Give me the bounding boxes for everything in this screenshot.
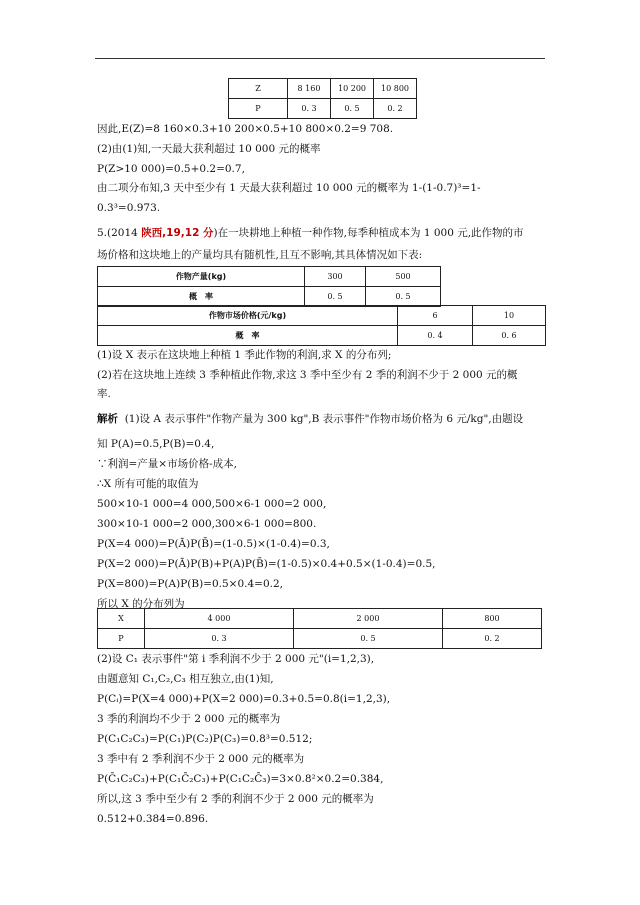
table-cell: 0. 2 (374, 99, 417, 119)
table-cell: P (229, 99, 288, 119)
table-cell: 4 000 (145, 609, 294, 629)
solution-text: (1)设 A 表示事件"作物产量为 300 kg",B 表示事件"作物市场价格为 6 元/kg",由题设 (124, 413, 524, 425)
text-line: ∴X 所有可能的取值为 (97, 478, 199, 490)
text-line: P(C₁C₂C₃)=P(C₁)P(C₂)P(C₃)=0.8³=0.512; (97, 733, 313, 745)
question-1: (1)设 X 表示在这块地上种植 1 季此作物的利润,求 X 的分布列; (97, 349, 392, 361)
yield-table (97, 266, 441, 307)
table-cell: 0. 5 (366, 287, 441, 307)
table-cell: 6 (398, 306, 473, 326)
table-cell: 300 (305, 267, 366, 287)
table-cell: 0. 6 (473, 326, 546, 346)
text-line: 500×10-1 000=4 000,500×6-1 000=2 000, (97, 498, 327, 510)
text-line: P(Cᵢ)=P(X=4 000)+P(X=2 000)=0.3+0.5=0.8(i=1,2,3), (97, 693, 391, 705)
table-cell: 0. 3 (288, 99, 331, 119)
table-cell: 0. 5 (294, 629, 443, 649)
x-distribution-table (97, 608, 542, 649)
text-line: 所以 X 的分布列为 (97, 598, 185, 610)
problem-prefix: 5.(2014 (97, 227, 142, 239)
table-cell: Z (229, 79, 288, 99)
table-cell: 概 率 (98, 326, 398, 346)
question-2-cont: 率. (97, 388, 111, 400)
table-cell: 10 800 (374, 79, 417, 99)
table-cell: 0. 5 (305, 287, 366, 307)
text-line: 知 P(A)=0.5,P(B)=0.4, (97, 438, 215, 450)
text-line: 因此,E(Z)=8 160×0.3+10 200×0.5+10 800×0.2=9 708. (97, 123, 394, 135)
table-cell: P (98, 629, 145, 649)
problem-5-statement (97, 226, 524, 240)
table-cell: 0. 3 (145, 629, 294, 649)
header-rule (95, 58, 545, 59)
text-line: P(Z>10 000)=0.5+0.2=0.7, (97, 163, 245, 175)
text-line: P(C̄₁C₂C₃)+P(C₁C̄₂C₃)+P(C₁C₂C̄₃)=3×0.8²×0.2=0.384, (97, 773, 384, 785)
table-cell: 0. 4 (398, 326, 473, 346)
text-line: (2)由(1)知,一天最大获利超过 10 000 元的概率 (97, 143, 321, 155)
table-cell: 10 (473, 306, 546, 326)
problem-source: 陕西,19,12 分 (141, 227, 214, 239)
text-line: 3 季中有 2 季利润不少于 2 000 元的概率为 (97, 753, 305, 765)
text-line: 所以,这 3 季中至少有 2 季的利润不少于 2 000 元的概率为 (97, 793, 374, 805)
table-cell: 作物产量(kg) (98, 267, 305, 287)
z-distribution-table (228, 78, 417, 119)
table-cell: X (98, 609, 145, 629)
table-cell: 作物市场价格(元/kg) (98, 306, 398, 326)
table-cell: 0. 5 (331, 99, 374, 119)
table-cell: 0. 2 (443, 629, 542, 649)
text-line: 0.512+0.384=0.896. (97, 813, 209, 825)
text-line: P(X=800)=P(A)P(B)=0.5×0.4=0.2, (97, 578, 284, 590)
text-line: 3 季的利润均不少于 2 000 元的概率为 (97, 713, 281, 725)
text-line: 场价格和这块地上的产量均具有随机性,且互不影响,其具体情况如下表: (97, 249, 423, 261)
table-cell: 2 000 (294, 609, 443, 629)
text-line: P(X=4 000)=P(Ā)P(B̄)=(1-0.5)×(1-0.4)=0.3, (97, 538, 330, 550)
text-line: 0.3³=0.973. (97, 202, 161, 214)
solution-label: 解析 (97, 413, 118, 425)
text-line: ∵利润=产量×市场价格-成本, (97, 458, 237, 470)
problem-text: )在一块耕地上种植一种作物,每季种植成本为 1 000 元,此作物的市 (213, 227, 524, 239)
text-line: 300×10-1 000=2 000,300×6-1 000=800. (97, 518, 317, 530)
text-line: P(X=2 000)=P(Ā)P(B)+P(A)P(B̄)=(1-0.5)×0.4+0.5×(1-0.4)=0.5, (97, 558, 436, 570)
table-cell: 500 (366, 267, 441, 287)
text-line: 由题意知 C₁,C₂,C₃ 相互独立,由(1)知, (97, 673, 274, 685)
table-cell: 概 率 (98, 287, 305, 307)
text-line: 由二项分布知,3 天中至少有 1 天最大获利超过 10 000 元的概率为 1-(1-0.7)³=1- (97, 182, 481, 194)
table-cell: 10 200 (331, 79, 374, 99)
text-line: (2)设 C₁ 表示事件"第 i 季利润不少于 2 000 元"(i=1,2,3), (97, 653, 375, 665)
table-cell: 8 160 (288, 79, 331, 99)
table-cell: 800 (443, 609, 542, 629)
solution-first-line (97, 412, 523, 426)
question-2: (2)若在这块地上连续 3 季种植此作物,求这 3 季中至少有 2 季的利润不少于 2 000 元的概 (97, 369, 518, 381)
price-table (97, 305, 546, 346)
